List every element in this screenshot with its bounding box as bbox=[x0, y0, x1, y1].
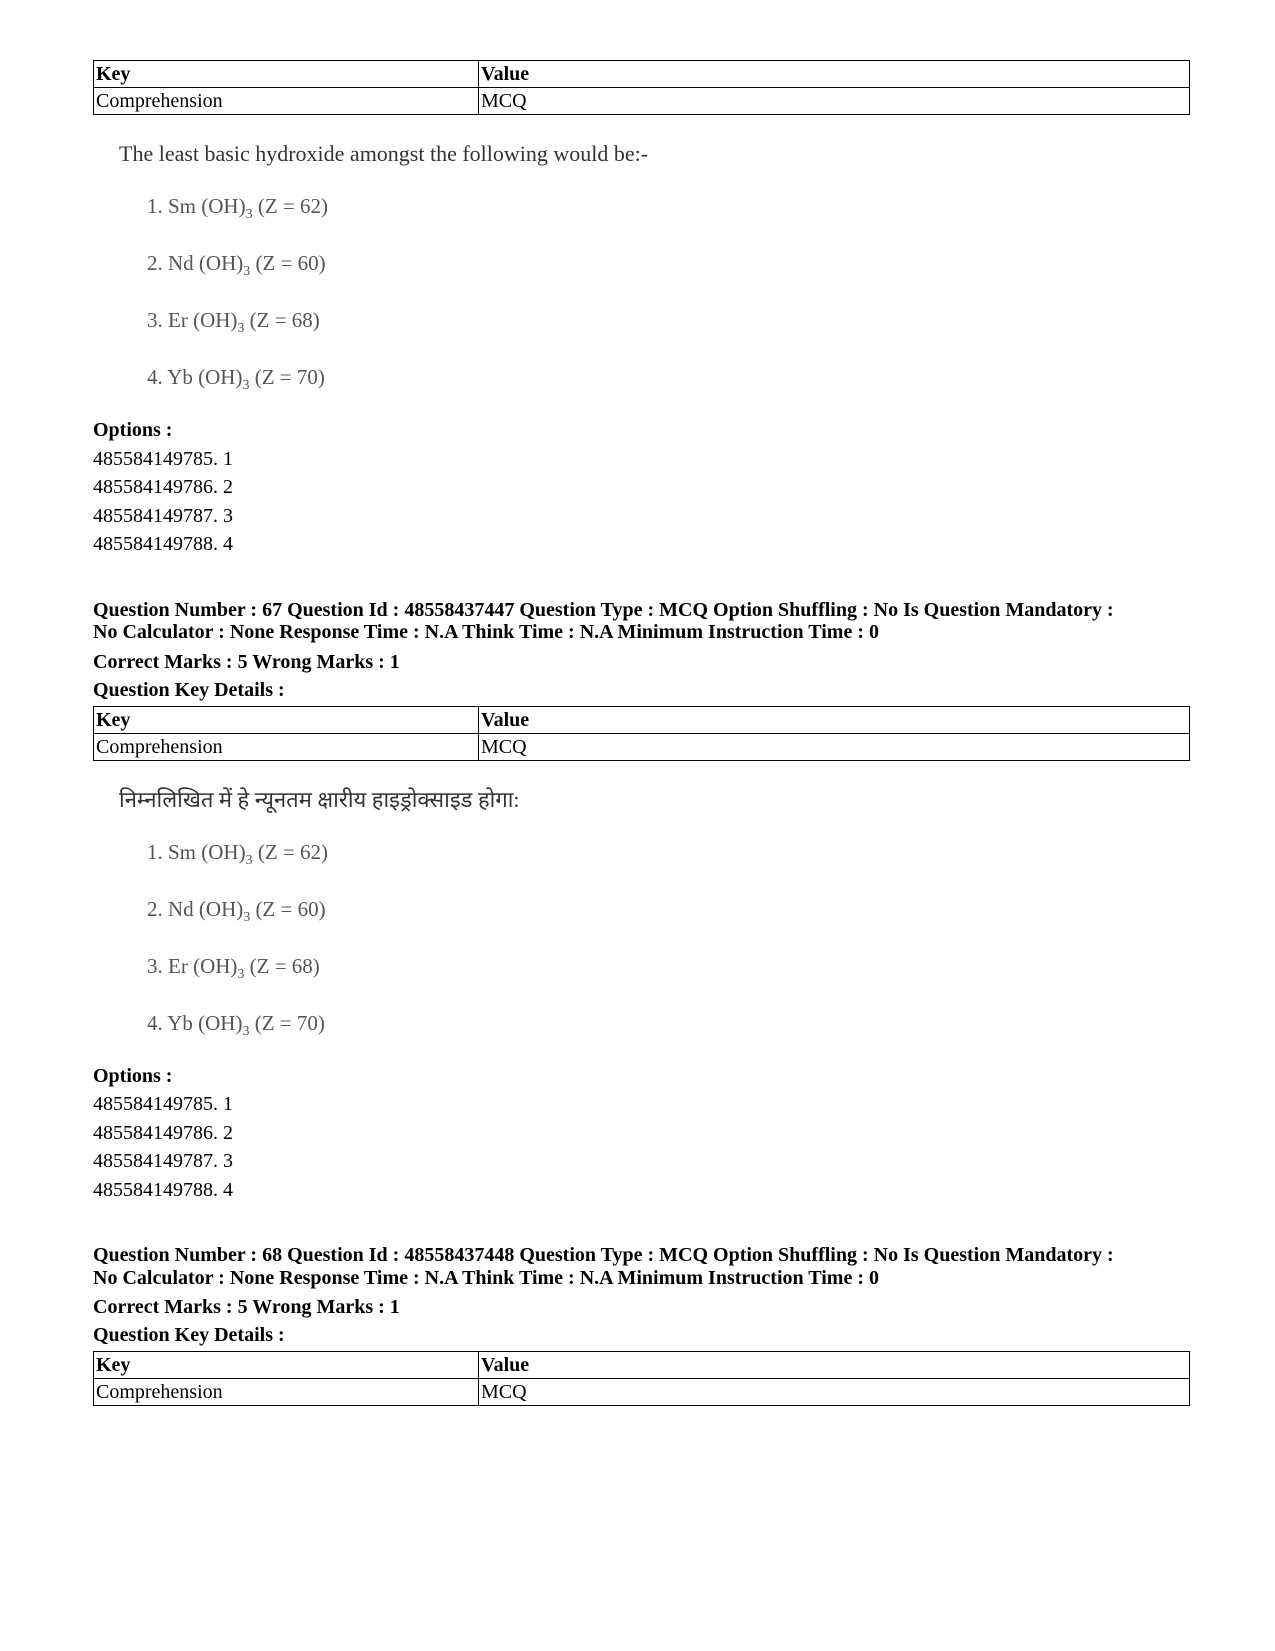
question-stem: निम्नलिखित में हे न्यूनतम क्षारीय हाइड्रोक्साइड होगा: bbox=[119, 786, 520, 812]
table-row bbox=[94, 88, 1190, 115]
list-item: 1. Sm $(OH)_3$ (Z = 62) bbox=[147, 194, 329, 222]
table-header-row bbox=[94, 61, 1190, 88]
list-item: 4. Yb $(OH)_3$ (Z = 70) bbox=[147, 1010, 325, 1039]
value-header: Value bbox=[479, 1352, 1190, 1379]
answer-list bbox=[119, 837, 1190, 1038]
table-header-row bbox=[94, 1352, 1190, 1379]
key-header: Key bbox=[94, 61, 479, 88]
options-title: Options : bbox=[93, 419, 173, 441]
key-details-title: Question Key Details : bbox=[93, 678, 285, 701]
value-cell: MCQ bbox=[479, 733, 1190, 760]
list-item: 1. Sm $(OH)_3$ (Z = 62) bbox=[147, 839, 329, 868]
question-key-table bbox=[93, 1351, 1190, 1406]
marks-line: Correct Marks : 5 Wrong Marks : 1 bbox=[93, 650, 400, 673]
question-header bbox=[93, 599, 1190, 644]
question-key-table bbox=[93, 60, 1190, 115]
option-line: 485584149786. 2 bbox=[93, 1121, 233, 1144]
table-header-row bbox=[94, 706, 1190, 733]
question-key-table bbox=[93, 706, 1190, 761]
list-item: 2. Nd $(OH)_3$ (Z = 60) bbox=[147, 251, 326, 279]
key-details-title: Question Key Details : bbox=[93, 1324, 285, 1346]
question-image bbox=[119, 139, 1190, 392]
key-cell: Comprehension bbox=[94, 1379, 479, 1406]
option-line: 485584149785. 1 bbox=[93, 1093, 233, 1115]
question-image bbox=[119, 785, 1190, 1038]
key-header: Key bbox=[94, 706, 479, 733]
key-header: Key bbox=[94, 1352, 479, 1379]
options-title: Options : bbox=[93, 1064, 173, 1087]
value-header: Value bbox=[479, 61, 1190, 88]
option-line: 485584149788. 4 bbox=[93, 533, 233, 555]
question-header bbox=[93, 1244, 1190, 1289]
question-header-line: No Calculator : None Response Time : N.A Think Time : N.A Minimum Instruction Time : 0 bbox=[93, 621, 879, 643]
question-stem: The least basic hydroxide amongst the following would be:- bbox=[119, 141, 649, 166]
options-section bbox=[93, 1062, 1190, 1205]
key-cell: Comprehension bbox=[94, 733, 479, 760]
list-item: 3. Er $(OH)_3$ (Z = 68) bbox=[147, 953, 320, 982]
question-header-line: Question Number : 68 Question Id : 48558437448 Question Type : MCQ Option Shuffling : No Is Question Mandatory : bbox=[93, 1244, 1114, 1266]
option-line: 485584149787. 3 bbox=[93, 1150, 233, 1172]
value-cell: MCQ bbox=[479, 88, 1190, 115]
list-item: 4. Yb $(OH)_3$ (Z = 70) bbox=[147, 365, 325, 393]
answer-list bbox=[119, 191, 1190, 392]
question-header-line: No Calculator : None Response Time : N.A Think Time : N.A Minimum Instruction Time : 0 bbox=[93, 1266, 879, 1289]
value-cell: MCQ bbox=[479, 1379, 1190, 1406]
list-item: 3. Er $(OH)_3$ (Z = 68) bbox=[147, 308, 320, 336]
list-item: 2. Nd $(OH)_3$ (Z = 60) bbox=[147, 896, 326, 925]
option-line: 485584149788. 4 bbox=[93, 1178, 233, 1201]
options-section bbox=[93, 416, 1190, 559]
option-line: 485584149786. 2 bbox=[93, 476, 233, 498]
value-header: Value bbox=[479, 706, 1190, 733]
document-page bbox=[93, 60, 1190, 1406]
option-line: 485584149787. 3 bbox=[93, 504, 233, 527]
option-line: 485584149785. 1 bbox=[93, 447, 233, 470]
marks-line: Correct Marks : 5 Wrong Marks : 1 bbox=[93, 1296, 400, 1318]
table-row bbox=[94, 1379, 1190, 1406]
question-header-line: Question Number : 67 Question Id : 48558437447 Question Type : MCQ Option Shuffling : No Is Question Mandatory : bbox=[93, 598, 1114, 621]
table-row bbox=[94, 733, 1190, 760]
key-cell: Comprehension bbox=[94, 88, 479, 115]
